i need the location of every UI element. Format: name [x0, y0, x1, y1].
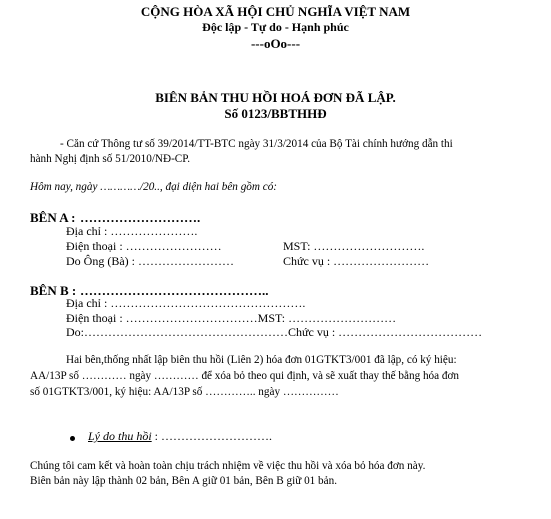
intro-line: Hôm nay, ngày …………/20.., đại diện hai bên gồm có:	[30, 181, 278, 193]
reason-label: Lý do thu hồi	[88, 429, 152, 443]
commitment-line-2: Biên bản này lập thành 02 bản, Bên A giữ 01 bản, Bên B giữ 01 bản.	[30, 475, 337, 487]
agreement-line-3: số 01GTKT3/001, ký hiệu: AA/13P số ………….. ngày ……………	[30, 386, 339, 398]
party-b-heading: BÊN B :	[30, 283, 77, 298]
party-a-tax-code: MST: ……………………….	[283, 239, 425, 253]
party-b-address: Địa chỉ : ………………………………………….	[66, 296, 306, 310]
party-a-heading: BÊN A :	[30, 210, 76, 225]
bullet-icon	[70, 436, 75, 441]
reason-line	[88, 429, 272, 444]
legal-basis-line-2: hành Nghị định số 51/2010/NĐ-CP.	[30, 153, 191, 165]
party-a-position: Chức vụ : ……………………	[283, 254, 430, 268]
reason-dots: : ……………………….	[151, 429, 273, 443]
agreement-line-1: Hai bên,thống nhất lập biên thu hồi (Liên 2) hóa đơn 01GTKT3/001 đã lập, có ký hiệu:	[66, 354, 457, 366]
header-ornament: ---oOo---	[250, 36, 301, 51]
party-a-address: Địa chỉ : ………………….	[66, 224, 198, 238]
national-motto: Độc lập - Tự do - Hạnh phúc	[202, 20, 349, 34]
document-title: BIÊN BẢN THU HỒI HOÁ ĐƠN ĐÃ LẬP.	[155, 90, 396, 105]
agreement-line-2: AA/13P số ………… ngày ………… để xóa bỏ theo qui định, và sẽ xuất thay thế bằng hóa đơn	[30, 370, 460, 382]
party-b-phone-tax: Điện thoại : ……………………………MST: ………………………	[66, 311, 397, 325]
party-a-representative: Do Ông (Bà) : ……………………	[66, 254, 234, 268]
commitment-line-1: Chúng tôi cam kết và hoàn toàn chịu trách nhiệm về việc thu hồi và xóa bỏ hóa đơn này.	[30, 460, 426, 472]
party-a-phone: Điện thoại : ……………………	[66, 239, 222, 253]
party-b-representative-position: Do:……………………………………………Chức vụ : ………………………………	[66, 325, 483, 339]
party-b-name-dots: ……………………………………..	[80, 283, 269, 298]
document-number: Số 0123/BBTHHĐ	[224, 106, 327, 121]
nation-title: CỘNG HÒA XÃ HỘI CHỦ NGHĨA VIỆT NAM	[140, 4, 411, 19]
legal-basis-line-1: - Căn cứ Thông tư số 39/2014/TT-BTC ngày 31/3/2014 của Bộ Tài chính hướng dẫn thi	[60, 138, 453, 150]
party-a-name-dots: ……………………….	[80, 210, 201, 225]
